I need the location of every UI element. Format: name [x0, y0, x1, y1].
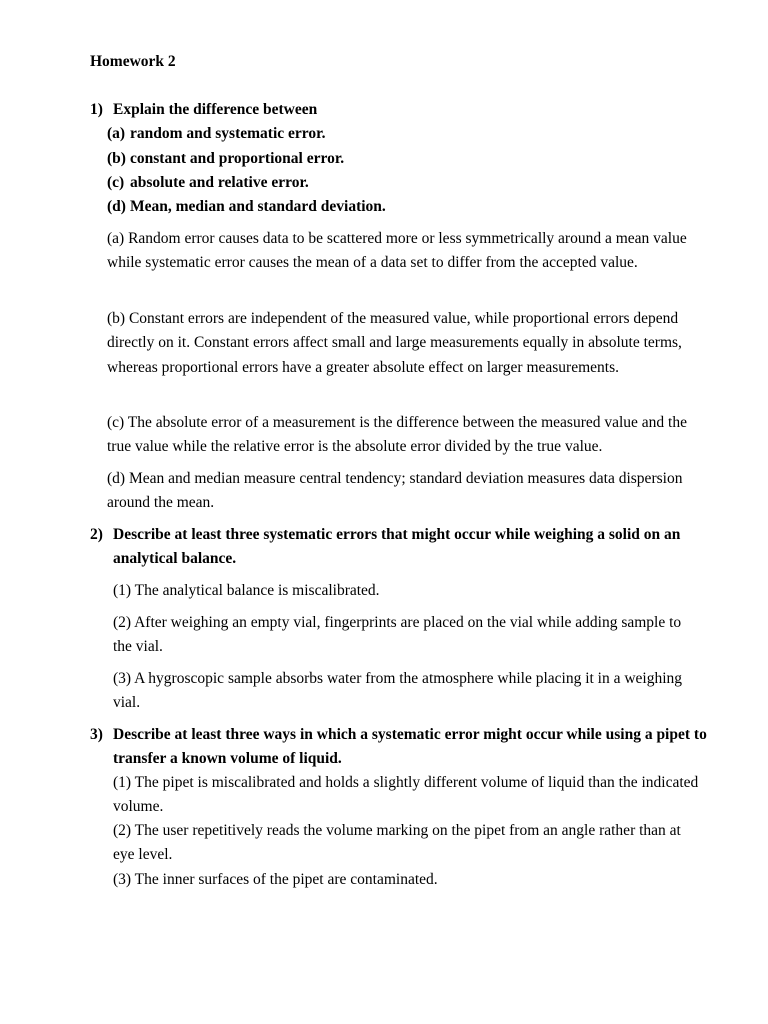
question-2: [90, 523, 710, 571]
question-1-text: Explain the difference between: [113, 101, 318, 118]
question-1-answer-b: (b) Constant errors are independent of the measured value, while proportional errors depend directly on it. Constant errors affect small and large measurements equally in absolute terms, whereas proportional errors have a greater absolute effect on larger measurements.: [107, 310, 682, 376]
part-text: constant and proportional error.: [130, 150, 345, 167]
question-1-answer-a: (a) Random error causes data to be scattered more or less symmetrically around a mean value while systematic error causes the mean of a data set to differ from the accepted value.: [107, 230, 687, 272]
question-1: [90, 98, 710, 122]
part-label: (b): [107, 150, 126, 167]
part-text: absolute and relative error.: [130, 174, 309, 191]
question-3-text: Describe at least three ways in which a systematic error might occur while using a pipet to transfer a known volume of liquid.: [113, 726, 707, 767]
part-text: random and systematic error.: [130, 125, 326, 142]
question-1-part-a: [107, 122, 325, 146]
question-1-part-c: [107, 171, 309, 195]
part-label: (a): [107, 125, 126, 142]
part-text: Mean, median and standard deviation.: [130, 198, 386, 215]
part-label: (d): [107, 198, 126, 215]
question-2-answer-1: (1) The analytical balance is miscalibrated.: [113, 582, 380, 599]
question-3: [90, 723, 710, 771]
question-1-answer-c: (c) The absolute error of a measurement is the difference between the measured value and the true value while the relative error is the absolute error divided by the true value.: [107, 414, 687, 456]
question-1-number: 1): [90, 101, 103, 118]
document-title: Homework 2: [90, 53, 176, 70]
question-1-part-d: [107, 195, 386, 219]
question-3-answer-2: (2) The user repetitively reads the volume marking on the pipet from an angle rather than at eye level.: [113, 822, 681, 864]
question-3-answer-1: (1) The pipet is miscalibrated and holds a slightly different volume of liquid than the indicated volume.: [113, 774, 699, 816]
question-3-number: 3): [90, 726, 103, 743]
part-label: (c): [107, 174, 125, 191]
question-3-answer-3: (3) The inner surfaces of the pipet are contaminated.: [113, 871, 438, 888]
question-2-answer-3: (3) A hygroscopic sample absorbs water from the atmosphere while placing it in a weighing vial.: [113, 670, 683, 712]
question-1-part-b: [107, 147, 344, 171]
question-1-answer-d: (d) Mean and median measure central tendency; standard deviation measures data dispersion around the mean.: [107, 470, 683, 512]
question-2-text: Describe at least three systematic errors that might occur while weighing a solid on an analytical balance.: [113, 526, 681, 567]
question-2-number: 2): [90, 526, 103, 543]
question-2-answer-2: (2) After weighing an empty vial, fingerprints are placed on the vial while adding sample to the vial.: [113, 614, 682, 656]
